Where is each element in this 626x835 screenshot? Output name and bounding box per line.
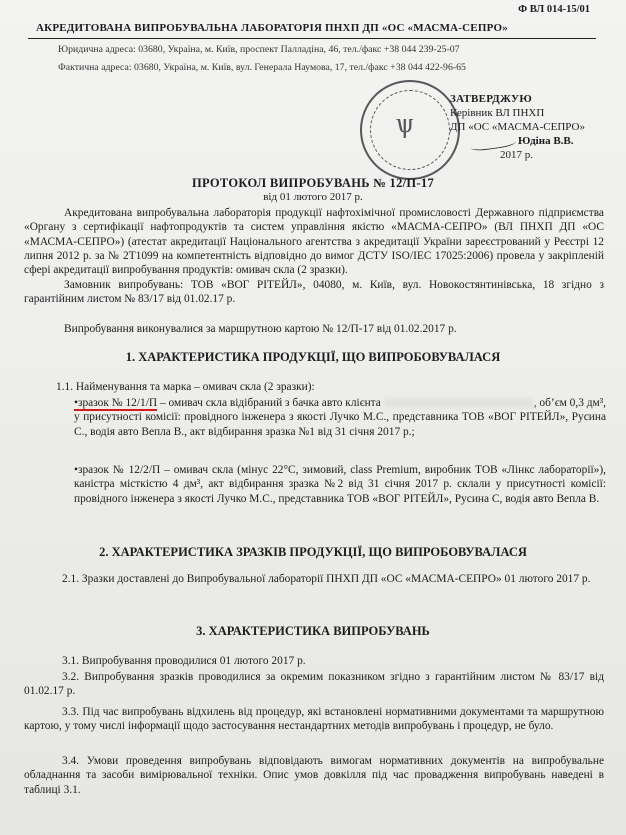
customer-paragraph: Замовник випробувань: ТОВ «ВОГ РІТЕЙЛ», 04080, м. Київ, вул. Новокостянтинівська, 18 згідно з гарантійним листом № 83/17 від 01.02.17 р. — [24, 279, 604, 306]
approval-date: 2017 р. — [500, 149, 533, 161]
section-2-1: 2.1. Зразки доставлені до Випробувальної лабораторії ПНХП ДП «ОС «МАСМА-СЕПРО» 01 лютого 2017 р. — [62, 573, 591, 585]
sample-2-paragraph: •зразок № 12/2/П – омивач скла (мінус 22°C, зимовий, class Premium, виробник ТОВ «Лінкс лабораторії»), каністра місткістю 4 дм³, акт відбирання зразка №2 від 31 січня 2017 р. склали у присутності комісії: провідного інженера з якості Лучко М.С., представника ТОВ «ВОГ РІТЕЙЛ», Русина С, водія авто Вепла В. — [74, 464, 606, 505]
sample-1-rest: , об’єм 0,3 дм³, у присутності комісії: провідного інженера з якості Лучко М.С., представника ТОВ «ВОГ РІТЕЙЛ», Русина С., водія авто Вепла В., акт відбирання зразка №1 від 31 січня 2017 р.; — [74, 397, 606, 438]
header-divider — [28, 38, 596, 39]
approval-org: ДП «ОС «МАСМА-СЕПРО» — [450, 121, 585, 133]
protocol-date: від 01 лютого 2017 р. — [263, 191, 363, 203]
section-3-3: 3.3. Під час випробувань відхилень від процедур, які встановлені нормативними документами та маршрутною картою, у тому числі інформації щодо застосування нестандартних методів випробувань і процедур, не було. — [24, 706, 604, 733]
trident-emblem-icon: ѱ — [396, 108, 414, 139]
sample-1-number: •зразок № 12/1/П — [74, 397, 158, 409]
approval-position: Керівник ВЛ ПНХП — [450, 107, 545, 119]
sample-1-text: – омивач скла відібраний з бачка авто клієнта — [157, 397, 381, 409]
lab-name: АКРЕДИТОВАНА ВИПРОБУВАЛЬНА ЛАБОРАТОРІЯ ПНХП ДП «ОС «МАСМА-СЕПРО» — [36, 22, 508, 34]
section-3-heading: 3. ХАРАКТЕРИСТИКА ВИПРОБУВАНЬ — [196, 624, 430, 638]
section-3-1: 3.1. Випробування проводилися 01 лютого 2017 р. — [62, 655, 306, 667]
approval-heading: ЗАТВЕРДЖУЮ — [450, 93, 533, 105]
section-3-4: 3.4. Умови проведення випробувань відповідають вимогам нормативних документів на випробувальне обладнання та засоби вимірювальної техніки. Опис умов довкілля під час провадження випробувань наведені в таблиці 3.1. — [24, 755, 604, 796]
approval-block — [450, 92, 585, 162]
intro-paragraph: Акредитована випробувальна лабораторія продукції нафтохімічної промисловості Державного підприємства «Органу з сертифікації нафтопродуктів та систем управління якістю «МАСМА-СЕПРО» (ВЛ ПНХП ДП «ОС «МАСМА-СЕПРО») (атестат акредитації Національного агентства з акредитації України зареєстрований у Реєстрі 12 липня 2012 р. за № 2Т1099 на компетентність відповідно до вимог ДСТУ ISO/IEC 17025:2006) провела у закріпленій сфері акредитації випробування продуктів: омивач скла (2 зразки). — [24, 207, 604, 277]
actual-address: Фактична адреса: 03680, Україна, м. Київ, вул. Генерала Наумова, 17, тел./факс +38 044 422-96-65 — [58, 62, 466, 73]
section-3-2: 3.2. Випробування зразків проводилися за окремим показником згідно з гарантійним листом № 83/17 від 01.02.17 р. — [24, 671, 604, 698]
official-stamp — [360, 80, 460, 180]
sample-1-paragraph — [74, 396, 606, 439]
protocol-title: ПРОТОКОЛ ВИПРОБУВАНЬ № 12/П-17 — [192, 176, 434, 190]
route-paragraph: Випробування виконувалися за маршрутною картою № 12/П-17 від 01.02.2017 р. — [64, 323, 457, 335]
section-2-heading: 2. ХАРАКТЕРИСТИКА ЗРАЗКІВ ПРОДУКЦІЇ, ЩО ВИПРОБОВУВАЛАСЯ — [99, 545, 527, 559]
legal-address: Юридична адреса: 03680, Україна, м. Київ, проспект Палладіна, 46, тел./факс +38 044 239-25-07 — [58, 44, 460, 55]
redacted-region — [384, 398, 534, 408]
form-code: Ф ВЛ 014-15/01 — [518, 4, 590, 15]
section-1-heading: 1. ХАРАКТЕРИСТИКА ПРОДУКЦІЇ, ЩО ВИПРОБОВУВАЛАСЯ — [125, 350, 501, 364]
approval-name: Юдіна В.В. — [518, 135, 574, 147]
section-1-1: 1.1. Найменування та марка – омивач скла (2 зразки): — [56, 381, 315, 393]
